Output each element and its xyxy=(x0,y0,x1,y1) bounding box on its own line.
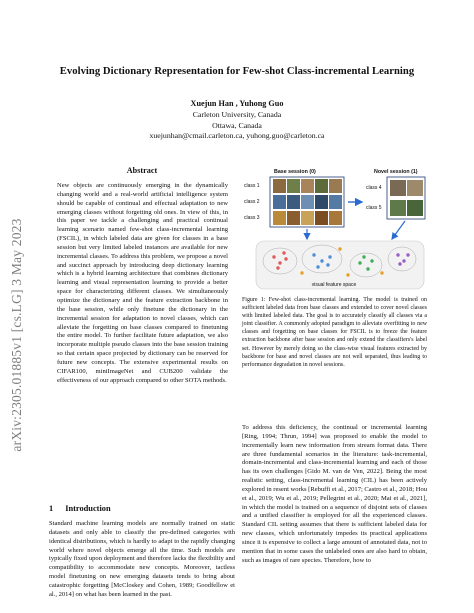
base-class-label-1: class 1 xyxy=(244,183,260,189)
intro-right-column xyxy=(242,424,427,566)
caption-text: Figure 1: Few-shot class-incremental learning. The model is trained on sufficient labeled data from base classes and extended to cover novel classes with limited labeled data. The goal is to accurately classify all classes via a joint classifier. A commonly adopted paradigm to alleviate overfitting to new classes and forgetting on base classes for FSCIL is to freeze the feature extraction backbone after base session and only extend the classifiers's label set. However by merely doing so the class-wise visual features extracted by backbone for base and novel classes are not well separated, thus leading to performance degradation in novel sessions. xyxy=(242,297,427,368)
figure-1 xyxy=(242,165,427,293)
arxiv-id: arXiv:2305.01885v1 [cs.LG] 3 May 2023 xyxy=(9,218,24,452)
intro-paragraph-1: Standard machine learning models are normally trained on static datasets and only able to classify the pre-defined categories with identical distributions, which is hardly to adapt to the rapidly changing world where novel objects emerge all the time. Such models are typically fixed upon deployment and therefore lacks the flexibility and compatibility to accommodate new concepts. Moreover, tactless model finetuning on new emerging datasets tends to bring about catastrophic forgetting [McCloskey and Cohen, 1989; Goodfellow et al., 2014] on what has been learned in the past. xyxy=(49,520,235,598)
base-session-title: Base session (0) xyxy=(274,169,316,175)
abstract-body xyxy=(57,182,228,385)
email-line: xuejunhan@cmail.carleton.ca, yuhong.guo@carleton.ca xyxy=(149,131,325,140)
institute-line: Ottawa, Canada xyxy=(212,120,262,130)
intro-paragraph-2: To address this deficiency, the continual or incremental learning [Ring, 1994; Thrun, 1994] was proposed to enable the model to incrementally learn new information from stream format data. There are three fundamental scenarios in the literature: task-incremental, domain-incremental and class-incremental learning and each of those has its own challenges [Gido M. van de Ven, 2022]. Being the most realistic setting, class-incremental learning (CIL) has been actively explored in resent works [Rebuffi et al., 2017; Castro et al., 2018; Hou et al., 2019; Wu et al., 2019; Pellegrini et al., 2020; Mai et al., 2021], in which the model is trained on a sequence of disjoint sets of classes and a unified classifier is employed for all the experienced classes. Standard CIL setting assumes that there is sufficient labeled data for new classes, which unfortunately impedes its practical applications since it is expensive to collect a large amount of annotated data, not to mention that in some cases the unlabeled ones are also hard to obtain, such as images of rare species. Therefore, how to xyxy=(242,424,427,564)
base-class-label-2: class 2 xyxy=(244,199,260,205)
section-title: Introduction xyxy=(65,504,111,513)
abstract-heading: Abstract xyxy=(126,166,158,175)
novel-class-label-5: class 5 xyxy=(366,205,382,211)
paper-authors: Xuejun Han , Yuhong Guo xyxy=(190,99,284,108)
novel-class-label-4: class 4 xyxy=(366,185,382,191)
abstract-text: New objects are continuously emerging in the dynamically changing world and a real-world artificial intelligence system should be capable of continual and effectual adaptation to new emerging classes without forgetting old ones. In view of this, in this paper we tackle a challenging and practical continual learning scenario named few-shot class-incremental learning (FSCIL), in which labeled data are given for classes in a base session but very limited labeled instances are available for new incremental classes. To address this problem, we propose a novel and succinct approach by introducing deep dictionary learning which is a hybrid learning architecture that combines dictionary learning and visual representation learning to provide a better space for characterizing different classes. We simultaneously optimize the dictionary and the feature extraction backbone in the base session, while only finetune the dictionary in the incremental session for adaptation to novel classes, which can alleviate the forgetting on base classes compared to finetuning the entire model. To further facilitate future adaptation, we also incorporate multiple pseudo classes into the base session training so that certain space projected by dictionary can be reserved for future new concepts. The extensive experimental results on CIFAR100, miniImageNet and CUB200 validate the effectiveness of our approach compared to other SOTA methods. xyxy=(57,182,228,384)
affiliation-line: Carleton University, Canada xyxy=(192,110,282,119)
section-heading-introduction xyxy=(49,504,111,513)
novel-session-title: Novel session (1) xyxy=(374,169,418,175)
novel-image-thumbnails xyxy=(390,180,423,216)
intro-left-column xyxy=(49,520,235,600)
base-class-label-3: class 3 xyxy=(244,215,260,221)
section-number: 1 xyxy=(49,504,54,513)
feature-space-label: visual feature space xyxy=(311,282,357,288)
paper-title: Evolving Dictionary Representation for Few-shot Class-incremental Learning xyxy=(59,66,415,77)
novel-down-arrow xyxy=(392,221,405,239)
base-image-thumbnails xyxy=(273,179,342,225)
arxiv-sidebar-stamp xyxy=(6,185,28,485)
figure-1-caption xyxy=(242,296,427,369)
author-affiliation xyxy=(0,110,474,142)
figure-1-diagram xyxy=(242,165,427,293)
